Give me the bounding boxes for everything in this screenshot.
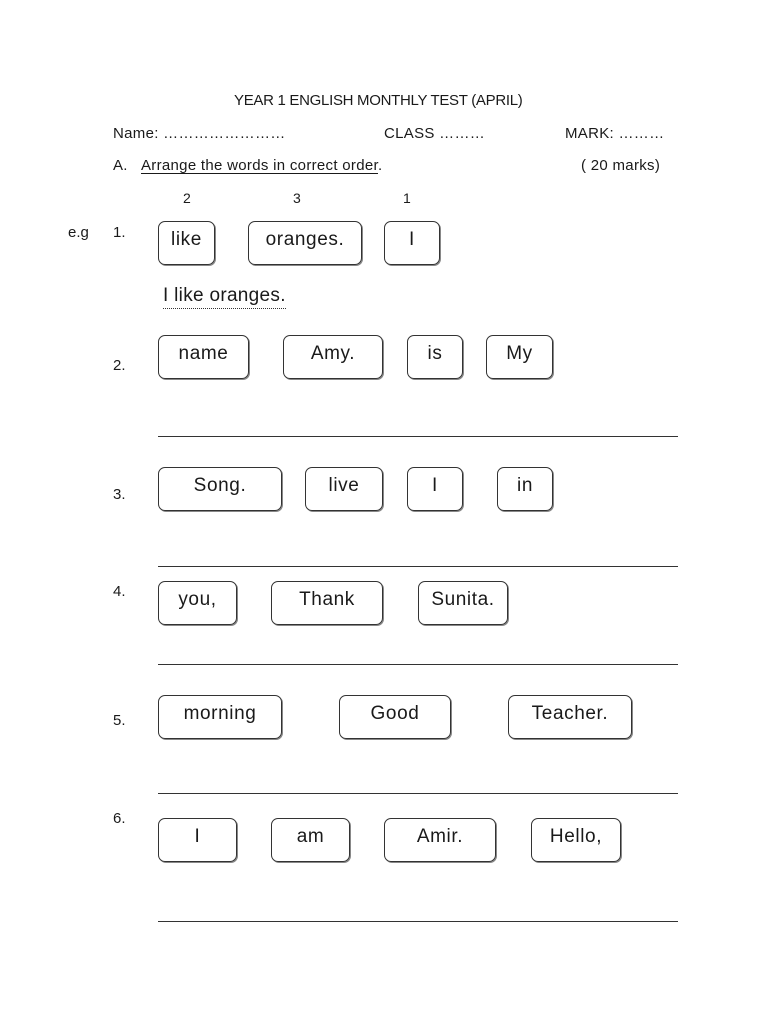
answer-line-6[interactable]: [158, 921, 678, 922]
word-box: I: [407, 467, 463, 511]
answer-line-4[interactable]: [158, 664, 678, 665]
section-marks: ( 20 marks): [581, 157, 661, 174]
word-box: I: [384, 221, 440, 265]
example-label: e.g: [68, 224, 89, 241]
word-box: in: [497, 467, 553, 511]
example-order-number: 2: [183, 190, 191, 206]
class-field-label: CLASS ………: [384, 125, 486, 142]
question-number-1: 1.: [113, 224, 126, 241]
word-box: I: [158, 818, 237, 862]
example-answer: I like oranges.: [163, 285, 286, 309]
word-box: Amy.: [283, 335, 383, 379]
section-instruction-period: .: [377, 157, 383, 174]
example-order-number: 3: [293, 190, 301, 206]
word-box: oranges.: [248, 221, 362, 265]
example-order-number: 1: [403, 190, 411, 206]
question-number-4: 4.: [113, 583, 126, 600]
word-box: Amir.: [384, 818, 496, 862]
word-box: Hello,: [531, 818, 621, 862]
word-box: Good: [339, 695, 451, 739]
word-box: Song.: [158, 467, 282, 511]
name-field-label: Name: ……………………: [113, 125, 286, 142]
answer-line-3[interactable]: [158, 566, 678, 567]
answer-line-2[interactable]: [158, 436, 678, 437]
word-box: Sunita.: [418, 581, 508, 625]
word-box: name: [158, 335, 249, 379]
word-box: My: [486, 335, 553, 379]
word-box: Thank: [271, 581, 383, 625]
question-number-2: 2.: [113, 357, 126, 374]
word-box: live: [305, 467, 383, 511]
section-instruction: [141, 157, 382, 174]
word-box: Teacher.: [508, 695, 632, 739]
word-box: like: [158, 221, 215, 265]
section-instruction-text: Arrange the words in correct order: [141, 157, 378, 174]
word-box: am: [271, 818, 350, 862]
word-box: is: [407, 335, 463, 379]
word-box: you,: [158, 581, 237, 625]
question-number-5: 5.: [113, 712, 126, 729]
test-title-text: YEAR 1 ENGLISH MONTHLY TEST (APRIL): [234, 92, 523, 109]
answer-line-5[interactable]: [158, 793, 678, 794]
mark-field-label: MARK: ………: [565, 125, 665, 142]
question-number-3: 3.: [113, 486, 126, 503]
question-number-6: 6.: [113, 810, 126, 827]
section-letter: A.: [113, 157, 128, 174]
word-box: morning: [158, 695, 282, 739]
